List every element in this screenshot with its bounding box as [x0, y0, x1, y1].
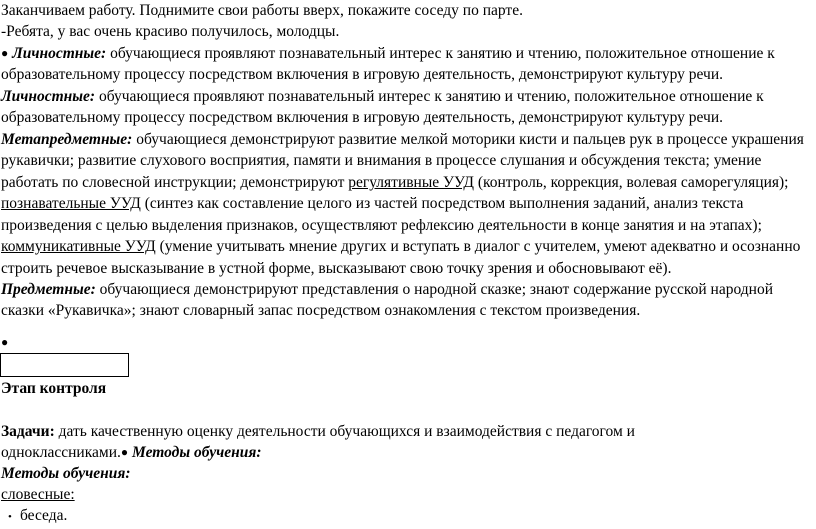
methods-list — [0, 505, 67, 529]
communicative-uud: коммуникативные УУД — [1, 238, 156, 255]
bullet-icon: ● — [1, 335, 9, 349]
meta-text-6: (умение учитывать мнение других и вступать в диалог с учителем, умеют адекватно и осознанно — [155, 238, 801, 255]
meta-line-3 — [0, 172, 788, 194]
personal-label: Личностные: — [12, 45, 107, 62]
regulatory-uud: регулятивные УУД — [348, 174, 474, 191]
meta-text-1: обучающиеся демонстрируют развитие мелкой моторики кисти и пальцев рук в процессе украшения — [132, 131, 804, 148]
empty-frame — [0, 353, 129, 377]
personal-paragraph-1-cont: образовательному процессу посредством включения в игровую деятельность, демонстрируют культуру речи. — [1, 66, 723, 83]
cognitive-uud: познавательные УУД — [1, 195, 141, 212]
methods-heading: Методы обучения: — [1, 465, 131, 482]
subject-line-1 — [0, 279, 773, 301]
tasks-text-1: дать качественную оценку деятельности обучающихся и взаимодействия с педагогом и — [54, 423, 635, 440]
personal-text-2: обучающиеся проявляют познавательный интерес к занятию и чтению, положительное отношение к — [95, 88, 764, 105]
subject-text-1: обучающиеся демонстрируют представления о народной сказке; знают содержание русской народной — [95, 281, 773, 298]
list-item-text: беседа. — [20, 507, 68, 524]
meta-label: Метапредметные: — [1, 131, 133, 148]
meta-line-4 — [0, 193, 743, 215]
subject-label: Предметные: — [1, 281, 96, 298]
meta-line-1 — [0, 129, 804, 151]
meta-text-4: (синтез как составление целого из частей посредством выполнения заданий, анализ текста — [140, 195, 744, 212]
tasks-label: Задачи: — [1, 423, 55, 440]
list-item — [0, 505, 67, 529]
verbal-methods: словесные: — [1, 486, 75, 503]
personal-paragraph-2 — [0, 86, 764, 108]
meta-line-6 — [0, 236, 800, 258]
bullet-icon: ● — [120, 445, 129, 459]
bullet-icon: ● — [1, 46, 9, 60]
tasks-text-2: одноклассниками. — [1, 444, 121, 461]
stage-title: Этап контроля — [1, 380, 107, 397]
meta-line-5: произведения с целью выделения признаков, осуществляют рефлексию деятельности в конце занятия и на этапах); — [1, 217, 762, 234]
meta-text-3b: (контроль, коррекция, волевая саморегуляция); — [473, 174, 789, 191]
line-finish-work: Заканчиваем работу. Поднимите свои работы вверх, покажите соседу по парте. — [1, 2, 523, 19]
subject-line-2: сказки «Рукавичка»; знают словарный запас посредством ознакомления с текстом произведения. — [1, 302, 641, 319]
personal-paragraph-1 — [0, 43, 775, 66]
personal-text: обучающиеся проявляют познавательный интерес к занятию и чтению, положительное отношение к — [106, 45, 775, 62]
tasks-line-2 — [0, 442, 262, 465]
tasks-line-1 — [0, 421, 635, 443]
methods-inline: Методы обучения: — [128, 444, 262, 461]
meta-text-3a: работать по словесной инструкции; демонстрируют — [1, 174, 349, 191]
meta-line-7: строить речевое высказывание в устной форме, высказывают свою точку зрения и обосновывают её). — [1, 260, 672, 277]
line-praise: -Ребята, у вас очень красиво получилось, молодцы. — [1, 23, 340, 40]
lone-bullet — [0, 332, 8, 355]
meta-line-2: рукавички; развитие слухового восприятия, памяти и внимания в процессе слушания и обсуждения текста; умение — [1, 152, 762, 169]
list-bullet-icon: • — [8, 511, 12, 523]
personal-label-2: Личностные: — [1, 88, 96, 105]
personal-paragraph-2-cont: образовательному процессу посредством включения в игровую деятельность, демонстрируют культуру речи. — [1, 109, 723, 126]
